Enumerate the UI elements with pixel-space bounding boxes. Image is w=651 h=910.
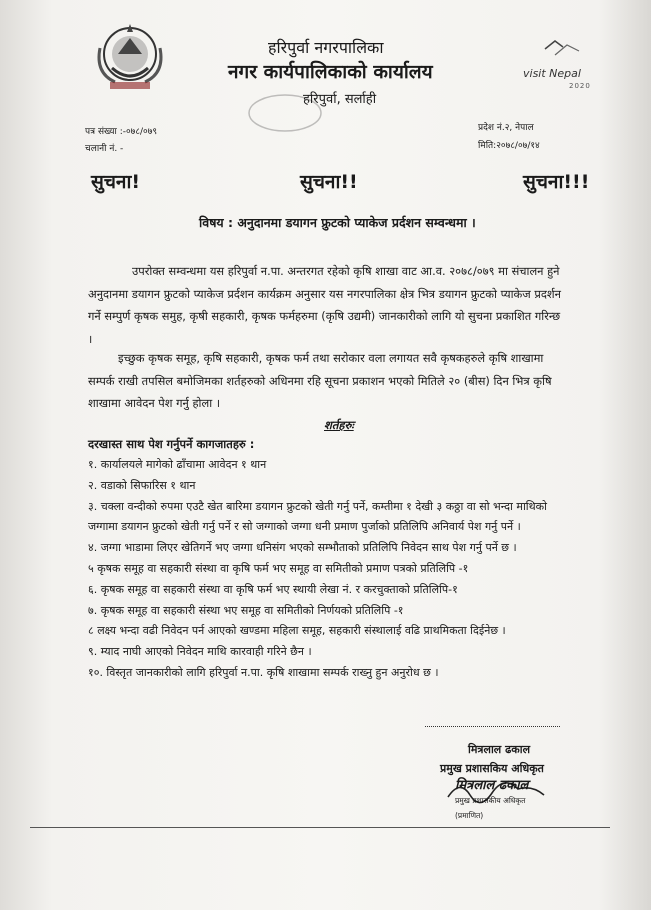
dispatch-number: चलानी नं. - (85, 144, 124, 154)
letter-date: मिति:२०७८/०७/१४ (478, 141, 540, 151)
nepal-emblem-icon (90, 18, 170, 96)
signatory-title: प्रमुख प्रशासकिय अधिकृत (440, 762, 544, 775)
list-item: ३. चक्ला वन्दीको रुपमा एउटै खेत बारिमा डयागन फ्रुटको खेती गर्नु पर्ने, कम्तीमा १ देखी ३ कठ्ठा वा सो भन्दा माथिको जग्गामा डयागन फ्रुटको खेती गर्नु पर्ने र सो जग्गाको जग्गा धनी प्रमाण पुर्जाको प्रतिलिपि अनिवार्य पेश गर्नु पर्ने । (88, 499, 547, 534)
footer-rule (30, 827, 610, 828)
list-item: २. वडाको सिफारिस १ थान (88, 478, 196, 492)
visit-nepal-year: 2020 (569, 82, 591, 90)
list-item: ४. जग्गा भाडामा लिएर खेतिगर्ने भए जग्गा धनिसंग भएको सम्भौताको प्रतिलिपि निवेदन साथ पेश गर्नु पर्ने छ । (88, 541, 517, 555)
municipality-name: हरिपुर्वा नगरपालिका (268, 38, 384, 57)
body-paragraph-2: इच्छुक कृषक समूह, कृषि सहकारी, कृषक फर्म तथा सरोकार वला लगायत सवै कृषकहरुले कृषि शाखामा सम्पर्क राखी तपसिल बमोजिमका शर्तहरुको अधिनमा रहि सूचना प्रकाशन भएको मितिले २० (बीस) दिन भित्र कृषि शाखामा आवेदन पेश गर्नु होला । (88, 351, 552, 410)
list-item: १. कार्यालयले मागेको ढाँचामा आवेदन १ थान (88, 458, 267, 471)
stamp-name: मित्रलाल ढकाल (455, 778, 529, 793)
list-item: १०. विस्तृत जानकारीको लागि हरिपुर्वा न.पा. कृषि शाखामा सम्पर्क राख्नु हुन अनुरोध छ । (88, 665, 439, 679)
list-item: ७. कृषक समूह वा सहकारी संस्था भए समूह वा समितीको निर्णयको प्रतिलिपि -१ (88, 603, 404, 617)
letter-number: पत्र संख्या :-०७८/०७९ (85, 127, 158, 137)
list-item: ६. कृषक समूह वा सहकारी संस्था वा कृषि फर्म भए स्थायी लेखा नं. र करचुक्ताको प्रतिलिपि-१ (88, 582, 458, 596)
province-label: प्रदेश नं.२, नेपाल (478, 123, 534, 133)
stamp-title: प्रमुख प्रशासकीय अधिकृत (455, 796, 526, 805)
subject-line: विषय : अनुदानमा डयागन फ्रुटको प्याकेज प्रर्दशन सम्वन्धमा । (199, 215, 476, 230)
visit-nepal-logo-icon (515, 35, 615, 95)
notice-title-1: सुचना! (91, 171, 141, 193)
requirements-list (88, 455, 568, 684)
list-item: ८ लक्ष्य भन्दा वढी निवेदन पर्न आएको खण्डमा महिला समूह, सहकारी संस्थालाई वढि प्राथमिकता दिईनेछ । (88, 624, 506, 638)
office-address: हरिपुर्वा, सर्लाही (303, 92, 377, 107)
notice-title-3: सुचना!!! (523, 171, 590, 193)
visit-nepal-text: visit Nepal (523, 67, 581, 80)
signature-line (425, 726, 560, 727)
requirements-heading: दरखास्त साथ पेश गर्नुपर्ने कागजातहरु : (88, 437, 255, 451)
notice-title-2: सुचना!! (300, 171, 358, 193)
signatory-name: मित्रलाल ढकाल (468, 743, 531, 756)
office-name: नगर कार्यपालिकाको कार्यालय (228, 61, 433, 83)
list-item: ९. म्याद नाघी आएको निवेदन माथि कारवाही गरिने छैन । (88, 645, 312, 659)
body-paragraph-1: उपरोक्त सम्वन्धमा यस हरिपुर्वा न.पा. अन्तरगत रहेको कृषि शाखा वाट आ.व. २०७८/०७९ मा संचालन हुने अनुदानमा डयागन फ्रुटको प्याकेज प्रर्दशन कार्यक्रम अनुसार यस नगरपालिका क्षेत्र भित्र डयागन फ्रुटको प्याकेज प्रदर्शन गर्ने सम्पुर्ण कृषक समुह, कृषी सहकारी, कृषक फर्महरुमा (कृषि उद्यमी) जानकारीको लागि यो सुचना प्रकाशित गरिन्छ । (88, 264, 561, 346)
list-item: ५ कृषक समूह वा सहकारी संस्था वा कृषि फर्म भए समूह वा समितीको प्रमाण पत्रको प्रतिलिपि -१ (88, 561, 469, 575)
signature-stamp (455, 778, 565, 823)
stamp-org: (प्रमाणित) (455, 811, 484, 820)
conditions-heading: शर्तहरुः (324, 418, 354, 432)
